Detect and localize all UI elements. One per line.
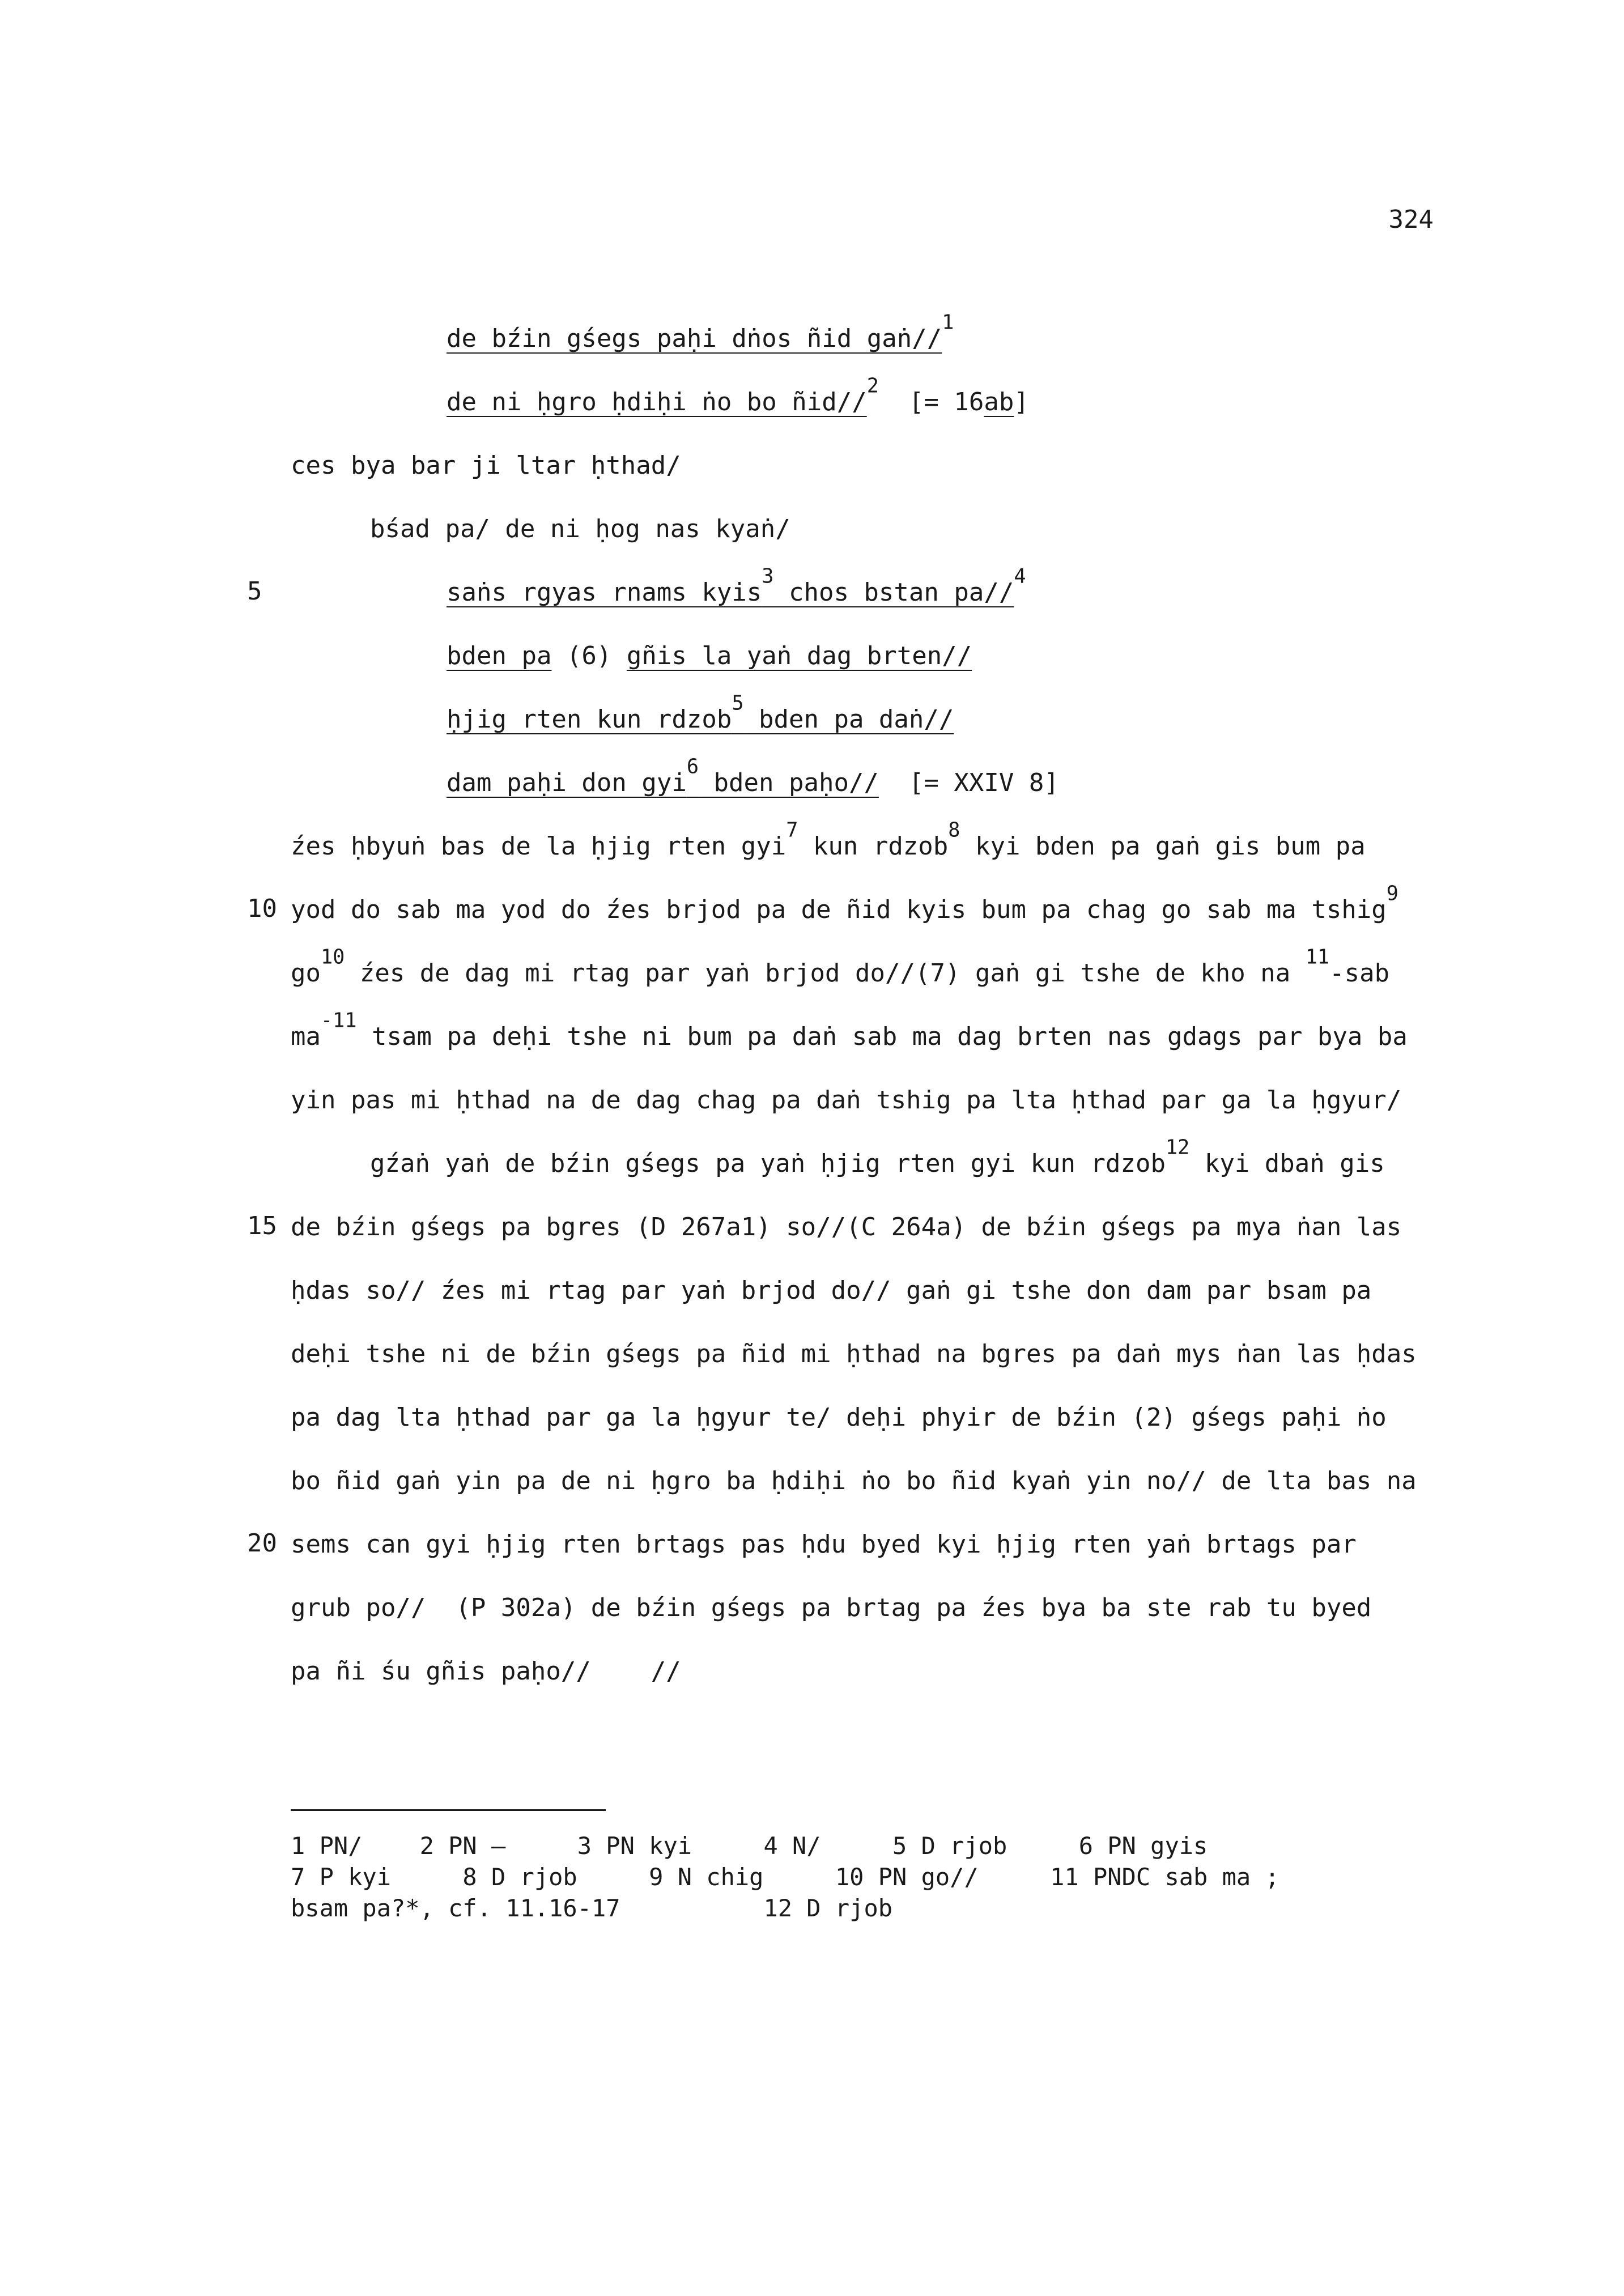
page-number: 324 <box>1388 205 1434 234</box>
text-line-9: źes ḥbyuṅ bas de la ḥjig rten gyi$^7$ kun rdzob$^8$ kyi bden pa gaṅ gis bum pa <box>291 818 1366 861</box>
footnote-separator <box>291 1809 606 1811</box>
text-line-22: pa ñi śu gñis paḥo// // <box>291 1657 681 1686</box>
text-line-12: $ma^{-11}$ tsam pa deḥi tshe ni bum pa daṅ sab ma dag brten nas gdags par bya ba <box>291 1009 1408 1051</box>
text-line-11: $go^{10}$ źes de dag mi rtag par yaṅ brjod do//(7) gaṅ gi tshe de kho na $^{11}$-sab <box>291 945 1390 988</box>
footnote-marker: 6 <box>686 755 699 779</box>
verse-line-7: ḥjig rten kun rdzob$^5$ bden pa daṅ// <box>447 691 954 734</box>
footnote-marker: 11 <box>1305 945 1330 969</box>
footnote-marker: 7 <box>786 818 798 842</box>
text-line-4: bśad pa/ de ni ḥog nas kyaṅ/ <box>370 515 790 543</box>
text-line-18: pa dag lta ḥthad par ga la ḥgyur te/ deḥi phyir de bźin (2) gśegs paḥi ṅo <box>291 1403 1387 1432</box>
cross-reference: [= XXIV 8] <box>908 768 1059 797</box>
text-line-10: yod do sab ma yod do źes brjod pa de ñid kyis bum pa chag go sab ma tshig$^9$ <box>291 882 1398 924</box>
text-line-13: yin pas mi ḥthad na de dag chag pa daṅ tshig pa lta ḥthad par ga la ḥgyur/ <box>291 1086 1402 1115</box>
footnote-marker: -11 <box>320 1009 357 1032</box>
line-number-15: 15 <box>247 1211 277 1240</box>
verse-line-1 <box>447 311 954 356</box>
footnote-marker: 3 <box>762 564 774 588</box>
text-line-21: grub po// (P 302a) de bźin gśegs pa brtag pa źes bya ba ste rab tu byed <box>291 1593 1372 1622</box>
verse-line-2 <box>447 374 1029 419</box>
footnote-marker: 9 <box>1386 882 1398 905</box>
footnote-marker: 8 <box>948 818 960 842</box>
cross-reference: [= 16ab] <box>908 388 1029 416</box>
text-line-16: ḥdas so// źes mi rtag par yaṅ brjod do// gaṅ gi tshe don dam par bsam pa <box>291 1276 1372 1305</box>
footnote-marker: 2 <box>866 374 879 398</box>
footnote-marker: 5 <box>732 691 744 715</box>
text-line-3: ces bya bar ji ltar ḥthad/ <box>291 451 681 480</box>
text-line-20: sems can gyi ḥjig rten brtags pas ḥdu byed kyi ḥjig rten yaṅ brtags par <box>291 1530 1357 1559</box>
verse-text: de ni ḥgro ḥdiḥi ṅo bo ñid// <box>447 388 867 416</box>
verse-line-8: dam paḥi don gyi$^6$ bden paḥo// [= XXIV 8] <box>447 755 1059 797</box>
line-number-10: 10 <box>247 894 277 923</box>
text-line-19: bo ñid gaṅ yin pa de ni ḥgro ba ḥdiḥi ṅo bo ñid kyaṅ yin no// de lta bas na <box>291 1466 1417 1495</box>
verse-text: de bźin gśegs paḥi dṅos ñid gaṅ// <box>447 324 942 353</box>
footnote-line-1: 1 PN/ 2 PN — 3 PN kyi 4 N/ 5 D rjob 6 PN gyis <box>291 1832 1208 1860</box>
text-line-17: deḥi tshe ni de bźin gśegs pa ñid mi ḥthad na bgres pa daṅ mys ṅan las ḥdas <box>291 1340 1417 1368</box>
verse-line-5: saṅs rgyas rnams kyis$^3$ chos bstan pa//$^4$ <box>447 564 1026 607</box>
line-number-20: 20 <box>247 1529 277 1558</box>
footnote-line-3: bsam pa?*, cf. 11.16-17 12 D rjob <box>291 1894 893 1922</box>
footnote-marker: 12 <box>1165 1136 1190 1159</box>
line-number-5: 5 <box>247 577 262 606</box>
footnote-marker: 4 <box>1014 564 1026 588</box>
footnote-marker: 1 <box>942 311 954 334</box>
footnote-marker: 10 <box>320 945 345 969</box>
text-line-14: gźaṅ yaṅ de bźin gśegs pa yaṅ ḥjig rten gyi kun rdzob$^{12}$ kyi dbaṅ gis <box>370 1136 1385 1178</box>
verse-line-6: bden pa (6) gñis la yaṅ dag brten// <box>447 641 972 670</box>
footnote-line-2: 7 P kyi 8 D rjob 9 N chig 10 PN go// 11 PNDC sab ma ; <box>291 1863 1279 1891</box>
text-line-15: de bźin gśegs pa bgres (D 267a1) so//(C 264a) de bźin gśegs pa mya ṅan las <box>291 1213 1402 1241</box>
